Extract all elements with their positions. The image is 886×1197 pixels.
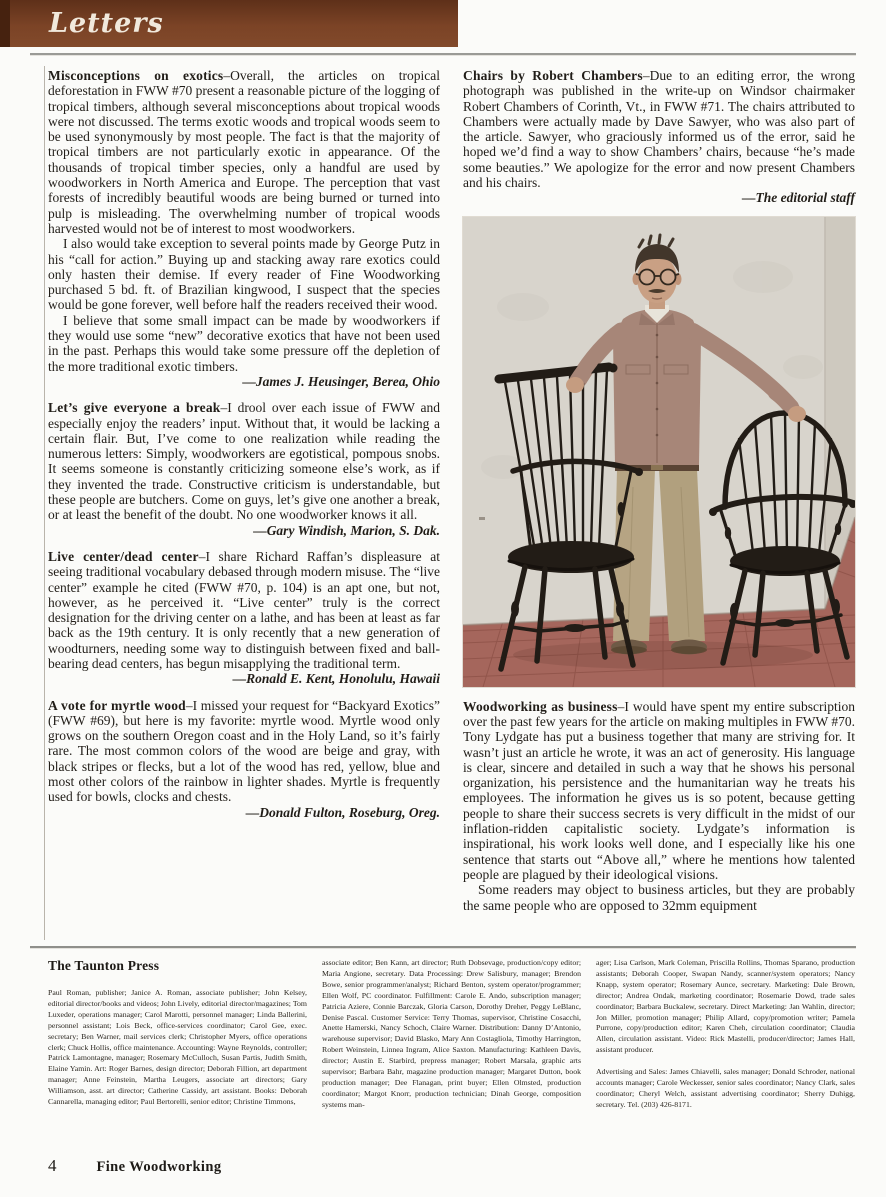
page-number: 4 bbox=[48, 1156, 57, 1175]
masthead-heading: The Taunton Press bbox=[48, 958, 160, 973]
letter-paragraph: I also would take exception to several points made by George Putz in his “call for action.” Buying up and stacking away rare exotics could only hasten their demise. If every reader of Fine Woodworking purchased 5 bd. ft. of Brazilian kingwood, I suspect that the species would be gone forever, well before half the readers received their wood. bbox=[48, 236, 440, 313]
letter-paragraph: Some readers may object to business articles, but they are probably the same people who are opposed to 32mm equipment bbox=[463, 882, 855, 913]
letter-paragraph bbox=[463, 68, 855, 190]
letter-paragraph bbox=[48, 698, 440, 805]
page-spine-shadow bbox=[0, 0, 10, 47]
letter-live-center bbox=[48, 549, 440, 687]
letter-give-a-break bbox=[48, 400, 440, 538]
letter-paragraph bbox=[463, 699, 855, 883]
letter-chambers-correction bbox=[463, 68, 855, 206]
letter-title: Live center/dead center bbox=[48, 548, 199, 564]
masthead-advertising-list: Advertising and Sales: James Chiavelli, sales manager; Donald Schroder, national accounts manager; Carole Weckesser, senior sales coordinator; Nancy Clark, sales coordinator; Cheryl Welch, assistant advertising coordinator; Sherry Duhigg, secretary. Tel. (203) 426-8171. bbox=[596, 1067, 855, 1109]
masthead-column-3 bbox=[596, 958, 855, 1111]
letter-paragraph bbox=[48, 549, 440, 671]
letter-signature: —Donald Fulton, Roseburg, Oreg. bbox=[245, 804, 440, 820]
letter-myrtle-wood bbox=[48, 698, 440, 820]
letter-body: –I missed your request for “Backyard Exotics” (FWW #69), but here is my favorite: myrtle wood. Myrtle wood only grows on the southern Oregon coast and in the Holy Land, so it’s fairly rare. The most common colors of the wood are beige and gray, with black stripes or flecks, but a lot of the wood has red, yellow, blue and most other colors of the rainbow in lighter shades. Myrtle is frequently used for bowls, clocks and chests. bbox=[48, 697, 441, 805]
masthead-column-1 bbox=[48, 958, 307, 1111]
photo-robert-chambers-with-chairs bbox=[463, 217, 855, 687]
page-footer bbox=[48, 1156, 221, 1176]
letter-paragraph bbox=[48, 400, 440, 522]
letter-signature: —James J. Heusinger, Berea, Ohio bbox=[242, 373, 440, 389]
letter-title: Let’s give everyone a break bbox=[48, 400, 221, 416]
masthead-staff-list: Paul Roman, publisher; Janice A. Roman, associate publisher; John Kelsey, editorial director/books and videos; John Lively, editorial director/magazines; Tom Luxeder, operations manager; Carol Marotti, personnel manager; Linda Ballerini, personnel assistant; Lois Beck, office-services coordinator; Carol Gee, exec. secretary; Ben Warner, mail services clerk; Christopher Myers, office operations clerk; Chuck Hollis, office maintenance. Accounting: Wayne Reynolds, controller; Patrick Lamontagne, manager; Rosemary McCulloch, Susan Partis, Judith Smith, Elaine Yamin. Art: Roger Barnes, design director; Deborah Fillion, art department manager; Anne Feinstein, Martha Leugers, associate art directors; Gary Williamson, asst. art director; Catherine Cassidy, art assistant. Books: Deborah Cannarella, managing editor; Paul Bertorelli, senior editor; Christine Timmons, bbox=[48, 988, 307, 1107]
letter-paragraph bbox=[48, 68, 440, 236]
letter-body: –I would have spent my entire subscription over the past few years for the article on making multiples in FWW #70. Tony Lydgate has put a business together that many are striving for. It wasn’t just an article he wrote, it was an act of generosity. His language is clear, sincere and detailed in such a way that he shows his personal organization, his persistence and the humanitarian way he treats his employees. The information he gives us is so potent, because getting people to share their success secrets is very difficult in the midst of our inflation-ridden capitalistic society. Lydgate’s information is inspirational, his work looks well done, and I especially like his one sentence that starts out “Above all,” where he mentions how talented people are plagued by their ideological visions. bbox=[463, 698, 855, 882]
header-rule bbox=[30, 53, 856, 56]
letter-body: –I drool over each issue of FWW and especially enjoy the readers’ input. Without that, it would be lacking a certain flair. But, I’ve come to one realization while reading the numerous letters: Simply, woodworkers are egotistical, pompous snobs. It seems someone is constantly criticizing someone else’s work, as if they invented the trade. Constructive criticism is understandable, but these people are butchers. Come on guys, let’s give one another a break, or at least the benefit of the doubt. No one woodworker knows it all. bbox=[48, 400, 440, 523]
masthead-staff-list: ager; Lisa Carlson, Mark Coleman, Priscilla Rollins, Thomas Sparano, production assistants; Deborah Cooper, Swapan Nandy, scanner/system operators; Nancy Knapp, system operator; Rosemary Aunce, secretary. Marketing: Dale Brown, director; Andrea Ondak, marketing coordinator; Rosemarie Dowd, trade sales coordinator; Barbara Buckalew, secretary. Direct Marketing: Jan Wahlin, director; Jon Miller, promotion manager; Philip Allard, copy/promotion writer; Pamela Purrone, copy/production editor; Karen Cheh, circulation coordinator; Claudia Allen, circulation assistant. Video: Rick Mastelli, producer/director; James Hall, assistant producer. bbox=[596, 958, 855, 1055]
section-title: Letters bbox=[49, 8, 164, 39]
wall-hook-mark bbox=[479, 517, 485, 520]
letter-title: Chairs by Robert Chambers bbox=[463, 68, 643, 83]
magazine-name: Fine Woodworking bbox=[96, 1159, 222, 1175]
left-column bbox=[48, 68, 440, 831]
letter-signature: —Gary Windish, Marion, S. Dak. bbox=[253, 522, 440, 538]
masthead-column-2 bbox=[322, 958, 581, 1111]
letter-title: A vote for myrtle wood bbox=[48, 697, 186, 713]
letter-body: –Due to an editing error, the wrong photograph was published in the write-up on Windsor chairmaker Robert Chambers of Corinth, Vt., in FWW #71. The chairs attributed to Chambers were actually made by Dave Sawyer, who was also part of the article. Sawyer, who graciously informed us of the error, said he hoped we’d find a way to show Chambers’ chairs, because “he’s made some beauties.” We apologize for the error and now present Chambers and his chairs. bbox=[463, 68, 856, 191]
masthead-rule bbox=[30, 946, 856, 949]
letter-misconceptions bbox=[48, 68, 440, 389]
letter-title: Woodworking as business bbox=[463, 698, 618, 714]
letter-woodworking-business bbox=[463, 699, 855, 913]
letter-body: –Overall, the articles on tropical deforestation in FWW #70 present a reasonable picture of the logging of tropical timbers, although several misconceptions about tropical woods were not discussed. The terms exotic woods and tropical woods seem to be used synonymously by most people. The fact is that the majority of tropical timbers are not particularly exotic in appearance. Of the thousands of tropical timber species, only a handful are used by woodworkers in North America and Europe. The perception that vast forests of incredibly beautiful woods are being burned or turned into pulp is misleading. The overwhelming number of tropical woods harvested would not be of interest to most woodworkers. bbox=[48, 68, 440, 236]
letter-paragraph: I believe that some small impact can be made by woodworkers if they would use some “new” decorative exotics that have not been used in the past. Perhaps this would take some pressure off the depletion of the more traditional exotic timbers. bbox=[48, 312, 440, 374]
letter-signature: —Ronald E. Kent, Honolulu, Hawaii bbox=[232, 671, 440, 687]
letter-title: Misconceptions on exotics bbox=[48, 68, 224, 83]
masthead-staff-list: associate editor; Ben Kann, art director; Ruth Dobsevage, production/copy editor; Maria Angione, secretary. Data Processing: Drew Salisbury, manager; Brendon Bowe, senior programmer/analyst; Richard Benton, system operator/programmer; Ellen Wolf, PC coordinator. Fulfillment: Carole E. Ando, subscription manager; Patricia Aziere, Connie Barczak, Gloria Carson, Dorothy Dreher, Peggy LeBlanc, Denise Pascal. Customer Service: Terry Thomas, supervisor, Christine Cosacchi, Anette Hamerski, Nancy Schoch, Claire Warner. Distribution: Danny D’Antonio, warehouse supervisor; David Blasko, Mary Ann Costagliola, Timothy Harrington, Robert Weinstein, Linnea Ingram, Alice Saxton. Manufacturing: Kathleen Davis, director; Austin E. Starbird, prepress manager; Robert Marsala, graphic arts supervisor; Barbara Bahr, magazine production manager; Margaret Dutton, book production manager; Dee Flanagan, print buyer; Ellen Olmsted, production coordinator; Margot Knorr, production technician; Dinah George, composition systems man- bbox=[322, 958, 581, 1109]
masthead bbox=[48, 958, 856, 1111]
letter-body: –I share Richard Raffan’s displeasure at seeing traditional vocabulary debased through modern misuse. The “live center” example he cited (FWW #70, p. 104) is an apt one, but not, however, as he perceived it. “Live center” truly is the correct designation for the driving center on a lathe, and has been at least as far back as the 19th century. It is only recently that a new generation of woodturners, needing some way to distinguish between fixed and ball-bearing dead centers, has begun misapplying the traditional term. bbox=[48, 548, 440, 671]
left-margin-rule bbox=[44, 66, 45, 940]
right-column bbox=[463, 68, 855, 924]
letter-signature: —The editorial staff bbox=[742, 190, 855, 206]
windsor-chairs-photo-illustration bbox=[463, 217, 855, 687]
